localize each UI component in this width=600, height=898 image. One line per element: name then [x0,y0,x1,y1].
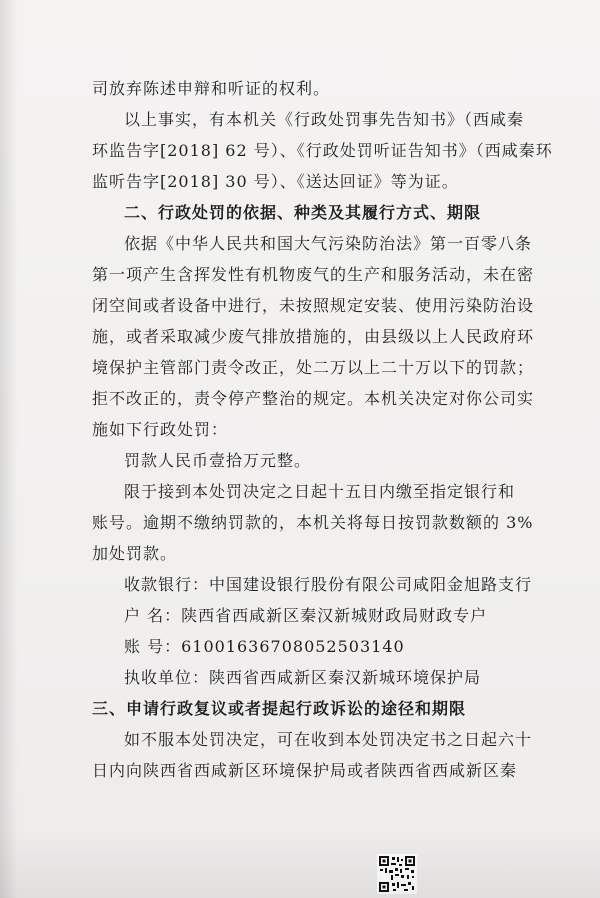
paragraph-line: 日内向陕西省西咸新区环境保护局或者陕西省西咸新区秦 [92,761,518,780]
paragraph-line: 依据《中华人民共和国大气污染防治法》第一百零八条 [124,234,533,253]
paragraph-line: 加处罚款。 [92,544,178,563]
payee-bank-line: 收款银行：中国建设银行股份有限公司咸阳金旭路支行 [124,575,533,594]
page-edge-shadow [0,0,18,898]
paragraph-line: 境保护主管部门责令改正，处二万以上二十万以下的罚款； [92,358,535,377]
paragraph-line: 监听告字[2018] 30 号）、《送达回证》等为证。 [92,172,459,191]
page-bottom-shadow [0,828,600,898]
paragraph-line: 限于接到本处罚决定之日起十五日内缴至指定银行和 [124,482,516,501]
paragraph-line: 第一项产生含挥发性有机物废气的生产和服务活动，未在密 [92,265,535,284]
paragraph-line: 账号。逾期不缴纳罚款的，本机关将每日按罚款数额的 3% [92,513,534,532]
collecting-unit-line: 执收单位：陕西省西咸新区秦汉新城环境保护局 [124,668,482,687]
paragraph-line: 如不服本处罚决定，可在收到本处罚决定书之日起六十 [124,730,533,749]
paragraph-line: 环监告字[2018] 62 号）、《行政处罚听证告知书》（西咸秦环 [92,141,553,160]
paragraph-line: 闭空间或者设备中进行，未按照规定安装、使用污染防治设 [92,296,535,315]
payee-account-name-line: 户 名：陕西省西咸新区秦汉新城财政局财政专户 [124,606,488,625]
payee-account-number-line: 账 号：61001636708052503140 [124,637,405,656]
paragraph-line: 施，或者采取减少废气排放措施的，由县级以上人民政府环 [92,327,535,346]
document-body [92,73,553,786]
section-heading-appeal: 三、申请行政复议或者提起行政诉讼的途径和期限 [92,699,467,718]
paragraph-line: 施如下行政处罚： [92,420,229,439]
fine-amount-line: 罚款人民币壹拾万元整。 [124,451,312,470]
paragraph-line: 拒不改正的，责令停产整治的规定。本机关决定对你公司实 [92,389,535,408]
paragraph-line: 以上事实，有本机关《行政处罚事先告知书》（西咸秦 [124,110,525,129]
paragraph-line: 司放弃陈述申辩和听证的权利。 [92,79,331,98]
section-heading-penalty-basis: 二、行政处罚的依据、种类及其履行方式、期限 [124,203,482,222]
